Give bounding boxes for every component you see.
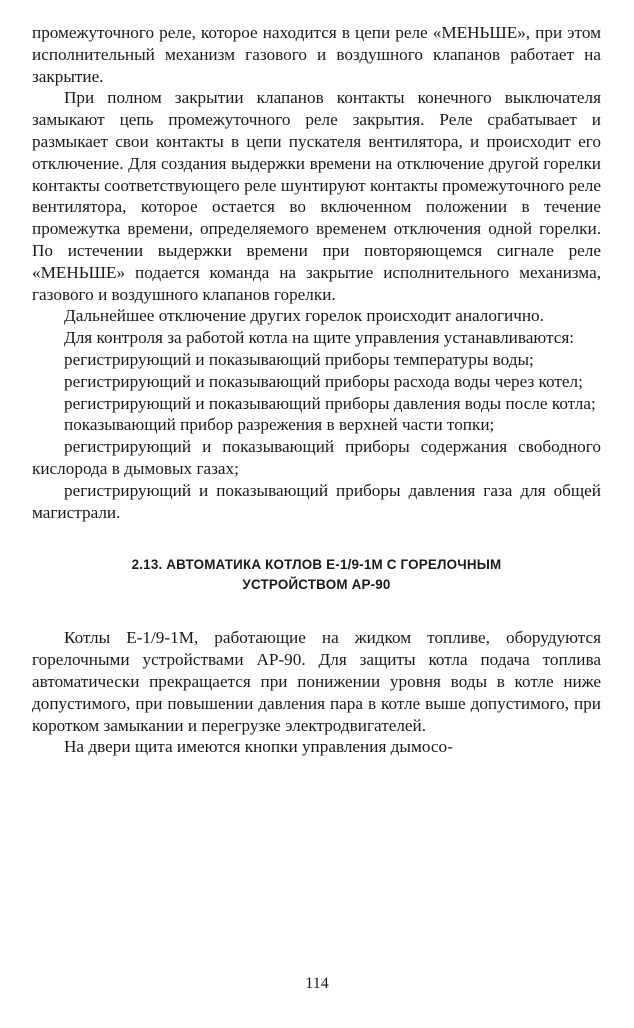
paragraph-panel-door: На двери щита имеются кнопки управления дымосо- bbox=[64, 737, 453, 757]
instrument-list bbox=[32, 349, 601, 523]
paragraph-continued: промежуточного реле, которое находится в цепи реле «МЕНЬШЕ», при этом исполнительный механизм газового и воздушного клапанов работает на закрытие. bbox=[32, 23, 601, 86]
list-item: показывающий прибор разрежения в верхней части топки; bbox=[64, 415, 495, 435]
list-item: регистрирующий и показывающий приборы расхода воды через котел; bbox=[64, 371, 583, 391]
paragraph-valve-closing: При полном закрытии клапанов контакты конечного выключателя замыкают цепь промежуточного реле закрытия. Реле срабатывает и размыкает свои контакты в цепи пускателя вентилятора, и происходит его отключение. Для создания выдержки времени на отключение другой горелки контакты соответствующего реле шунтируют контакты промежуточного реле вентилятора, которое остается во включенном положении в течение промежутка времени, определяемого временем отключения одной горелки. По истечении выдержки времени при повторяющемся сигнале реле «МЕНЬШЕ» подается команда на закрытие исполнительного механизма, газового и воздушного клапанов горелки. bbox=[32, 88, 601, 304]
list-item: регистрирующий и показывающий приборы содержания свободного кислорода в дымовых газах; bbox=[32, 437, 601, 478]
paragraph-boilers: Котлы Е-1/9-1М, работающие на жидком топливе, оборудуются горелочными устройствами АР-90. Для защиты котла подача топлива автоматически прекращается при понижении уровня воды в котле ниже допустимого, при повышении давления пара в котле выше допустимого, при коротком замыкании и перегрузке электродвигателей. bbox=[32, 628, 601, 735]
paragraph-further-shutdown: Дальнейшее отключение других горелок происходит аналогично. bbox=[64, 306, 544, 326]
list-item: регистрирующий и показывающий приборы давления газа для общей магистрали. bbox=[32, 480, 601, 522]
section-heading-line1: 2.13. АВТОМАТИКА КОТЛОВ Е-1/9-1М С ГОРЕЛОЧНЫМ bbox=[131, 557, 502, 573]
list-item: регистрирующий и показывающий приборы температуры воды; bbox=[64, 349, 534, 369]
document-page bbox=[32, 22, 601, 758]
list-item: регистрирующий и показывающий приборы давления воды после котла; bbox=[64, 393, 596, 413]
section-heading bbox=[32, 555, 601, 595]
page-number: 114 bbox=[305, 975, 329, 992]
paragraph-control-intro: Для контроля за работой котла на щите управления устанавливаются: bbox=[64, 328, 575, 348]
section-heading-line2: УСТРОЙСТВОМ АР-90 bbox=[242, 577, 391, 593]
